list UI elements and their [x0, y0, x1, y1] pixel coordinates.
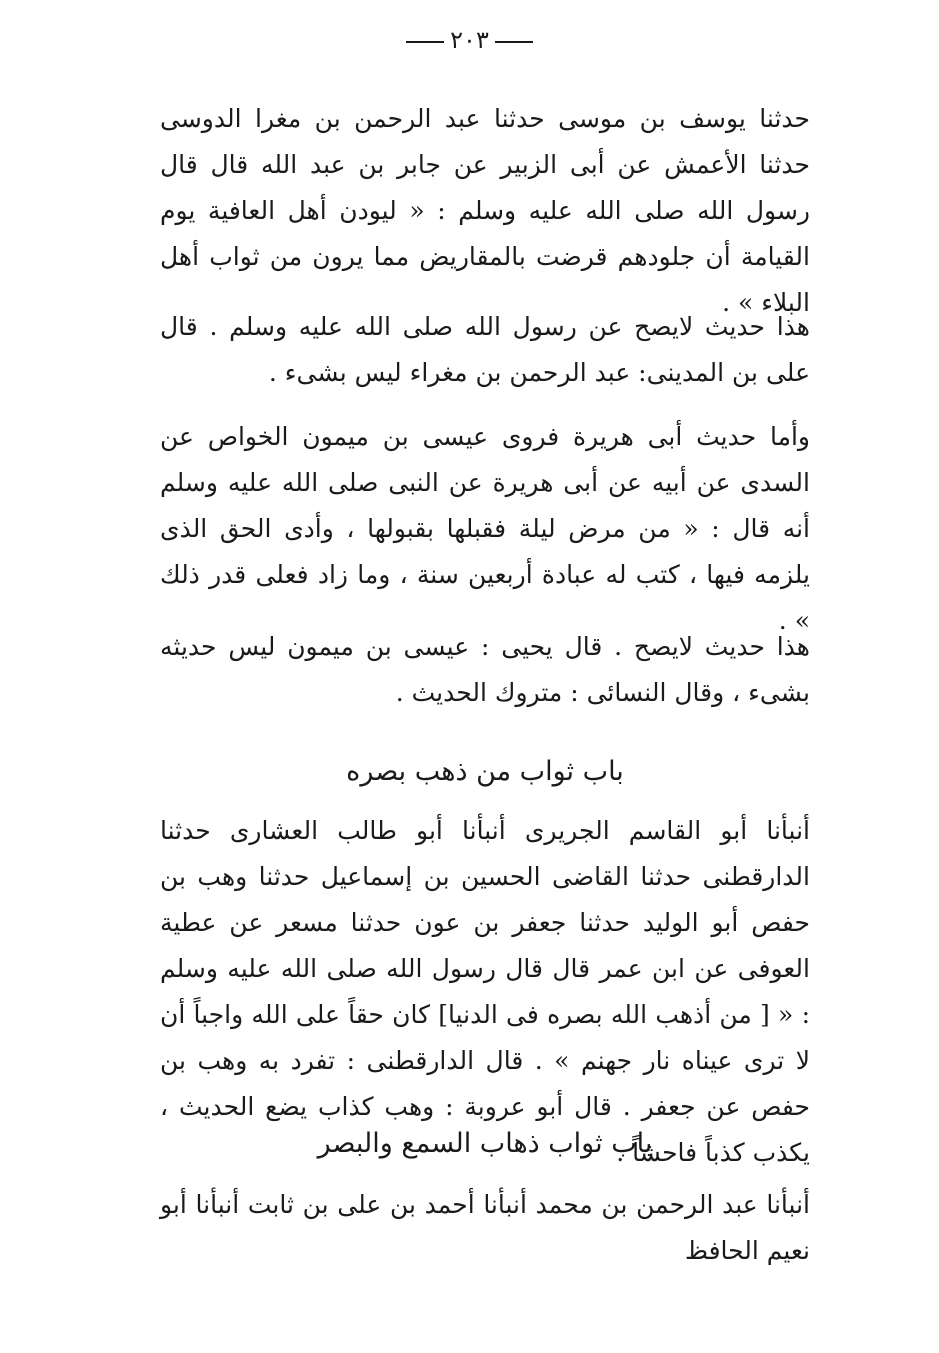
paragraph-text: هذا حديث لايصح عن رسول الله صلى الله عليه وسلم . قال على بن المدينى: عبد الرحمن بن مغراء ليس بشىء .	[160, 312, 810, 387]
paragraph-2	[160, 304, 810, 396]
paragraph-text: أنبأنا عبد الرحمن بن محمد أنبأنا أحمد بن على بن ثابت أنبأنا أبو نعيم الحافظ	[160, 1190, 810, 1265]
heading-text: باب ثواب من ذهب بصره	[346, 756, 624, 787]
section-heading-1	[160, 752, 810, 792]
heading-text: باب ثواب ذهاب السمع والبصر	[317, 1128, 653, 1159]
paragraph-text: هذا حديث لايصح . قال يحيى : عيسى بن ميمون ليس حديثه بشىء ، وقال النسائى : متروك الحديث .	[160, 632, 810, 707]
paragraph-3	[160, 414, 810, 644]
paragraph-text: حدثنا يوسف بن موسى حدثنا عبد الرحمن بن مغرا الدوسى حدثنا الأعمش عن أبى الزبير عن جابر بن عبد الله قال قال رسول الله صلى الله عليه وسلم : « ليودن أهل العافية يوم القيامة أن جلودهم قرضت بالمقاريض مما يرون من ثواب أهل البلاء » .	[160, 104, 810, 317]
paragraph-text: وأما حديث أبى هريرة فروى عيسى بن ميمون الخواص عن السدى عن أبيه عن أبى هريرة عن النبى صلى الله عليه وسلم أنه قال : « من مرض ليلة فقبلها بقبولها ، وأدى الحق الذى يلزمه فيها ، كتب له عبادة أربعين سنة ، وما زاد فعلى قدر ذلك » .	[160, 422, 810, 635]
paragraph-1	[160, 96, 810, 326]
section-heading-2	[160, 1124, 810, 1164]
page-number-value: ٢٠٣	[450, 26, 489, 54]
paragraph-4	[160, 624, 810, 716]
page-number	[0, 26, 939, 54]
paragraph-6	[160, 1182, 810, 1274]
paragraph-text: أنبأنا أبو القاسم الجريرى أنبأنا أبو طالب العشارى حدثنا الدارقطنى حدثنا القاضى الحسين بن إسماعيل حدثنا وهب بن حفص أبو الوليد حدثنا جعفر بن عون حدثنا مسعر عن عطية العوفى عن ابن عمر قال قال رسول الله صلى الله عليه وسلم : « [ من أذهب الله بصره فى الدنيا] كان حقاً على الله واجباً أن لا ترى عيناه نار جهنم » . قال الدارقطنى : تفرد به وهب بن حفص عن جعفر . قال أبو عروبة : وهب كذاب يضع الحديث ، يكذب كذباً فاحشاً .	[160, 816, 810, 1167]
paragraph-5	[160, 808, 810, 1176]
page-number-dash-right	[495, 41, 533, 43]
page-number-dash-left	[406, 41, 444, 43]
